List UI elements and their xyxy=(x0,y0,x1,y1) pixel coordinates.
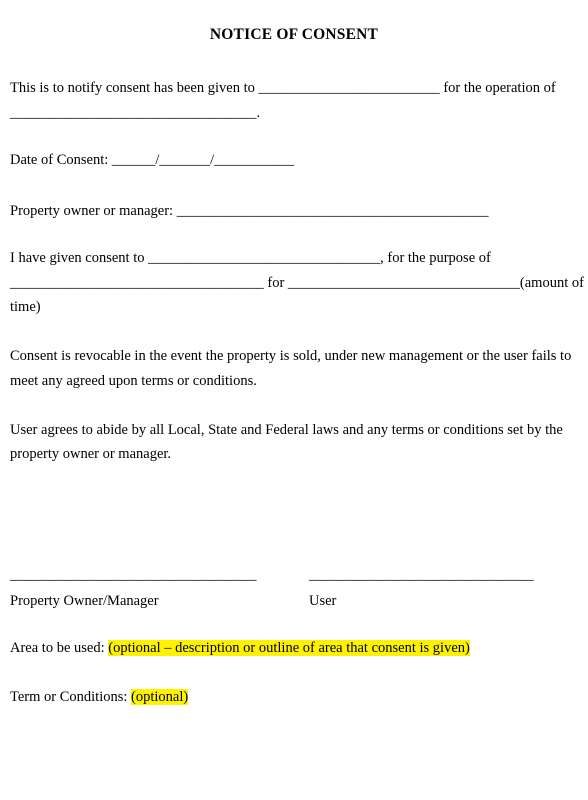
owner-signature-label: Property Owner/Manager xyxy=(10,593,159,609)
user-signature-label: User xyxy=(309,593,337,609)
user-signature-rule: _______________________________ xyxy=(309,567,534,583)
property-owner-line: Property owner or manager: ___________________________________________ xyxy=(10,203,489,219)
area-highlighted-value: (optional – description or outline of area that consent is given) xyxy=(108,640,470,656)
revocable-paragraph-line-1: Consent is revocable in the event the property is sold, under new management or the user fails to xyxy=(10,348,572,364)
document-title: NOTICE OF CONSENT xyxy=(209,26,379,43)
given-consent-line-2: ___________________________________ for ________________________________(amount of xyxy=(10,275,584,291)
terms-label: Term or Conditions: xyxy=(10,689,132,705)
consent-paragraph-line-2: __________________________________. xyxy=(10,105,261,121)
area-to-be-used-line xyxy=(10,639,470,657)
given-consent-line-1: I have given consent to ________________________________, for the purpose of xyxy=(10,250,491,266)
user-agrees-line-1: User agrees to abide by all Local, State and Federal laws and any terms or conditions set by the xyxy=(10,422,563,438)
revocable-paragraph-line-2: meet any agreed upon terms or conditions. xyxy=(10,373,257,389)
date-of-consent-line: Date of Consent: ______/_______/___________ xyxy=(10,152,294,168)
given-consent-line-3: time) xyxy=(10,299,41,315)
area-label: Area to be used: xyxy=(10,640,109,656)
terms-highlighted-value: (optional) xyxy=(131,689,189,705)
user-agrees-line-2: property owner or manager. xyxy=(10,446,172,462)
terms-conditions-line xyxy=(10,688,188,706)
consent-paragraph-line-1: This is to notify consent has been given to _________________________ for the operation of xyxy=(10,80,556,96)
owner-signature-rule: __________________________________ xyxy=(10,567,257,583)
